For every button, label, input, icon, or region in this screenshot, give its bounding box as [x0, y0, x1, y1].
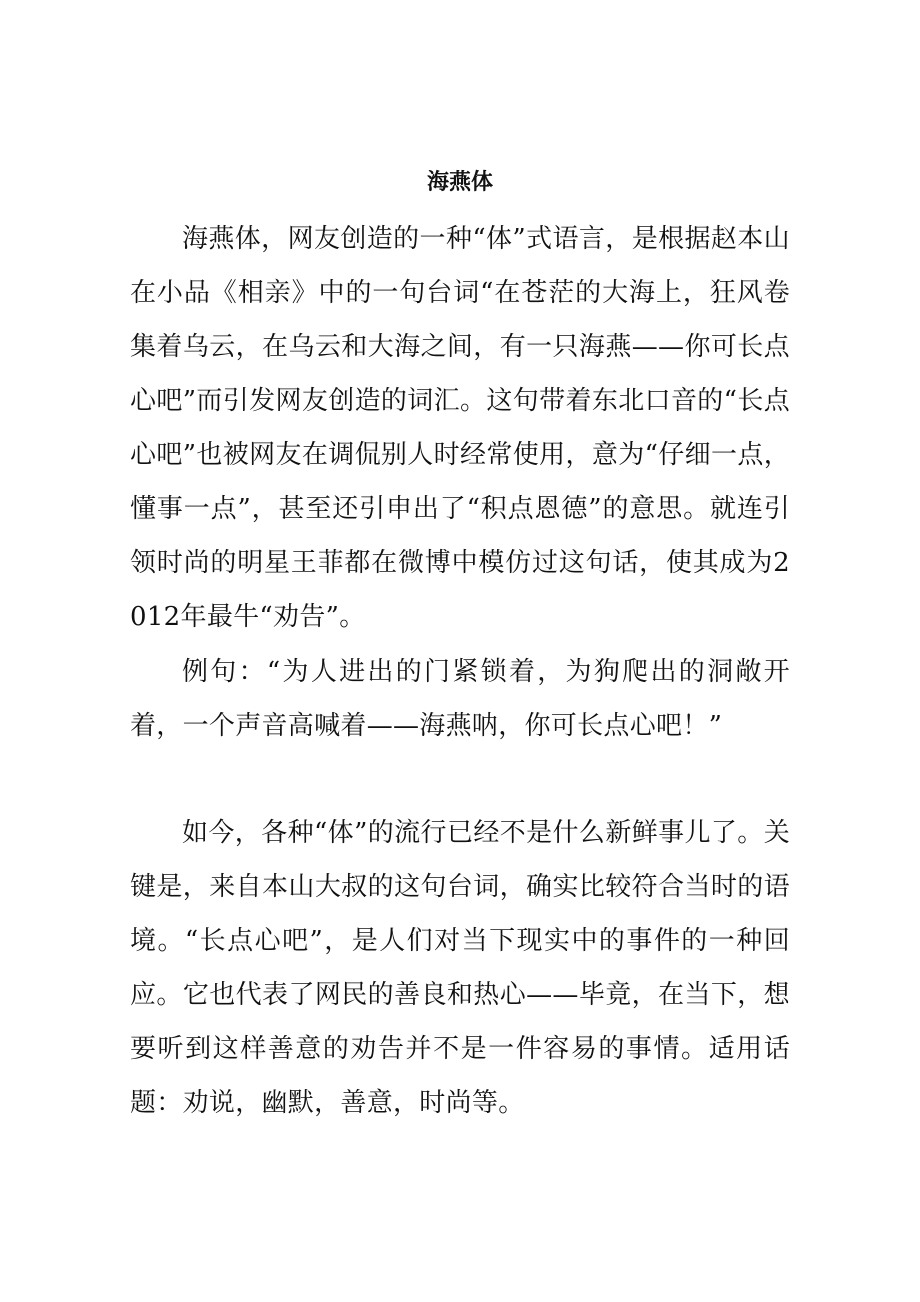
paragraph-commentary: 如今，各种“体”的流行已经不是什么新鲜事儿了。关键是，来自本山大叔的这句台词，确实比较符合当时的语境。“长点心吧”，是人们对当下现实中的事件的一种回应。它也代表了网民的善良和热心——毕竟，在当下，想要听到这样善意的劝告并不是一件容易的事情。适用话题：劝说，幽默，善意，时尚等。 [130, 818, 790, 1118]
paragraph-definition: 海燕体，网友创造的一种“体”式语言，是根据赵本山在小品《相亲》中的一句台词“在苍茫的大海上，狂风卷集着乌云，在乌云和大海之间，有一只海燕——你可长点心吧”而引发网友创造的词汇。这句带着东北口音的“长点心吧”也被网友在调侃别人时经常使用，意为“仔细一点，懂事一点”，甚至还引申出了“积点恩德”的意思。就连引领时尚的明星王菲都在微博中模仿过这句话，使其成为2012年最牛“劝告”。 [130, 224, 790, 632]
paragraph-example: 例句：“为人进出的门紧锁着，为狗爬出的洞敞开着，一个声音高喊着——海燕呐，你可长点心吧！” [130, 657, 790, 741]
document-title: 海燕体 [426, 169, 493, 195]
